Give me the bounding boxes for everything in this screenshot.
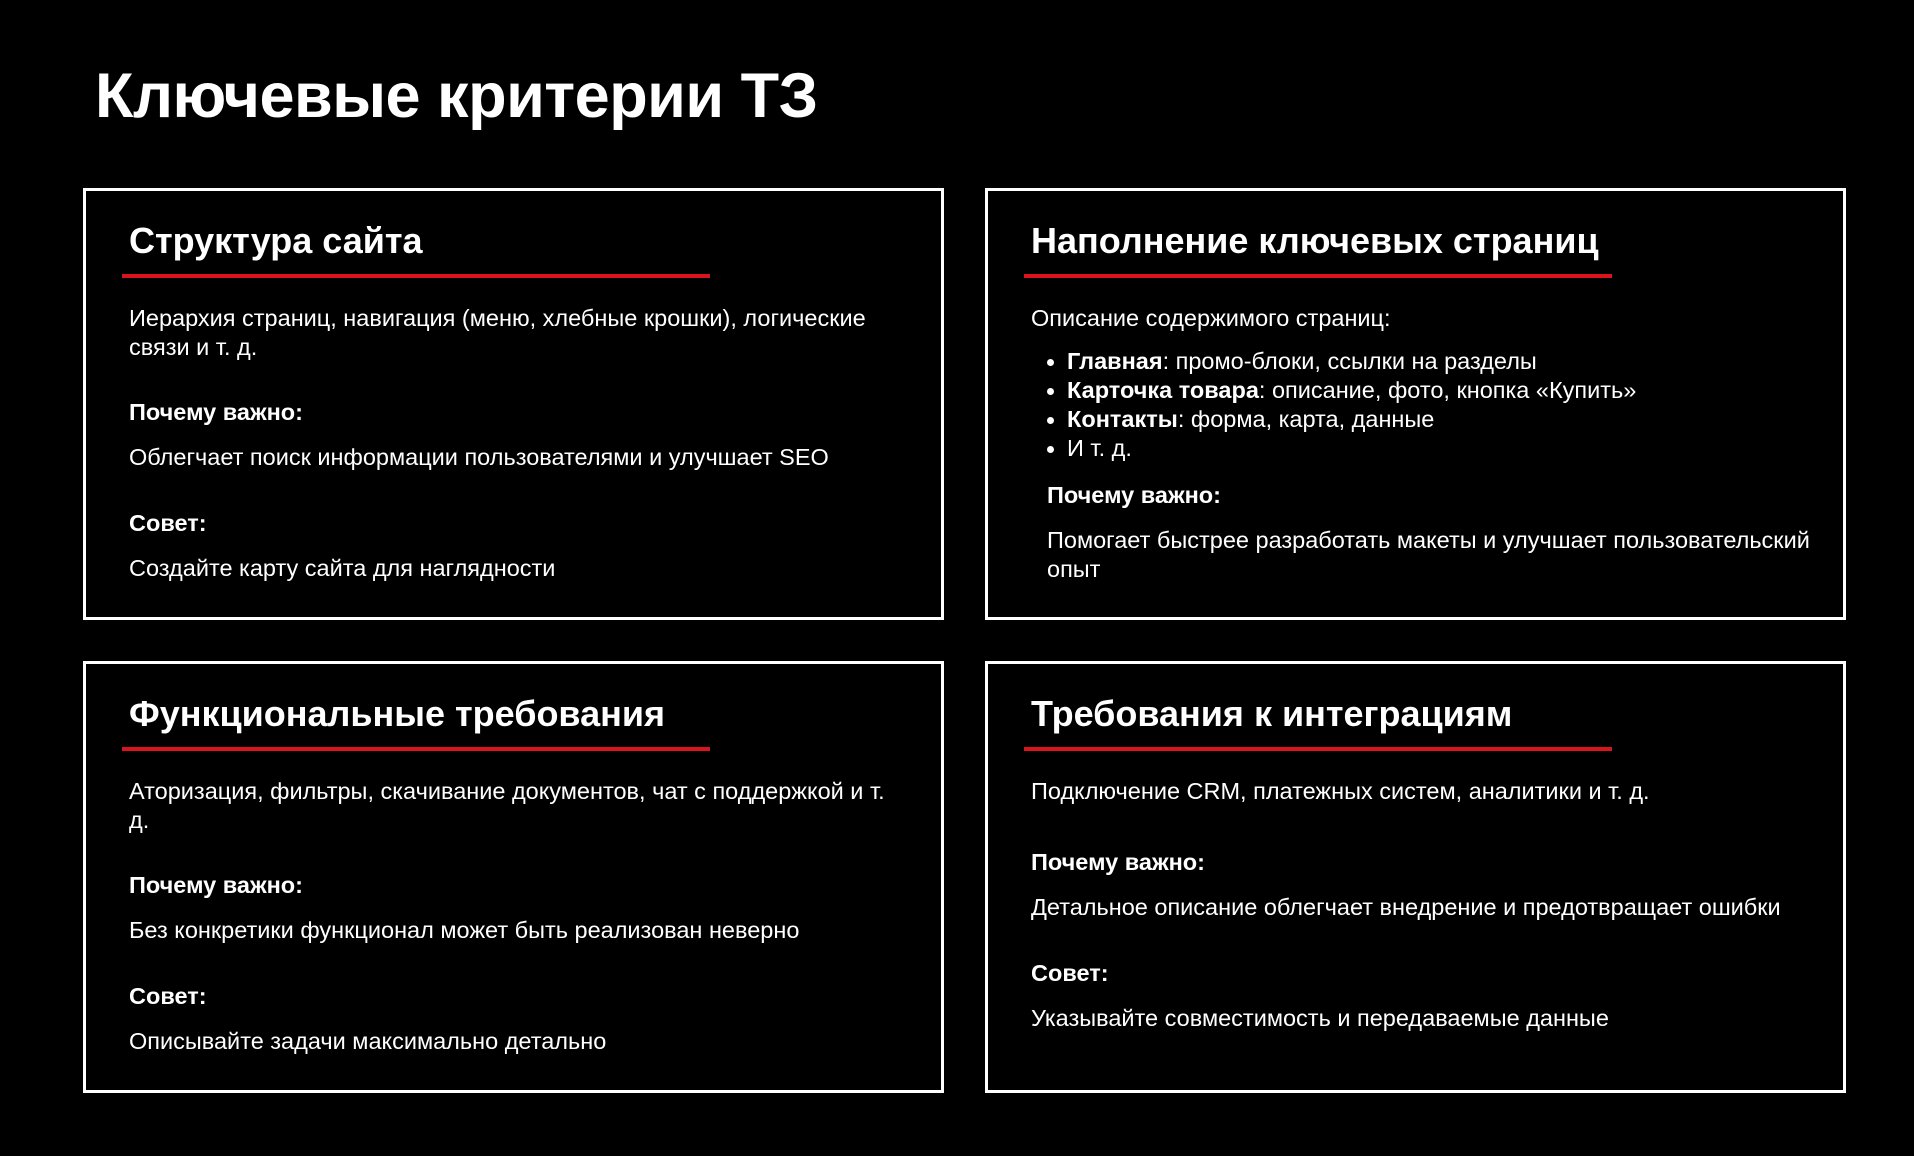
title-underline bbox=[122, 274, 710, 278]
list-item bbox=[1031, 347, 1813, 376]
card-site-structure bbox=[83, 188, 944, 620]
why-text: Помогает быстрее разработать макеты и улучшает пользовательский опыт bbox=[1047, 527, 1810, 582]
tip-text: Создайте карту сайта для наглядности bbox=[129, 555, 556, 581]
card-title: Наполнение ключевых страниц bbox=[1031, 220, 1599, 261]
why-text: Облегчает поиск информации пользователями и улучшает SEO bbox=[129, 444, 829, 470]
title-underline bbox=[1024, 747, 1612, 751]
card-description: Описание содержимого страниц: bbox=[1031, 305, 1391, 331]
card-functional-requirements bbox=[83, 661, 944, 1093]
card-integration-requirements bbox=[985, 661, 1846, 1093]
page-list bbox=[1031, 347, 1813, 463]
card-title: Функциональные требования bbox=[129, 693, 665, 734]
list-item-term: Главная bbox=[1067, 348, 1163, 374]
tip-text: Указывайте совместимость и передаваемые данные bbox=[1031, 1005, 1609, 1031]
card-description: Подключение CRM, платежных систем, аналитики и т. д. bbox=[1031, 778, 1650, 804]
list-item-text: И т. д. bbox=[1067, 435, 1132, 461]
card-body bbox=[129, 777, 911, 1056]
card-body bbox=[1031, 304, 1813, 584]
tip-label: Совет: bbox=[129, 983, 207, 1009]
list-item-text: : промо-блоки, ссылки на разделы bbox=[1162, 348, 1537, 374]
tip-text: Описывайте задачи максимально детально bbox=[129, 1028, 607, 1054]
why-label: Почему важно: bbox=[129, 872, 303, 898]
list-item bbox=[1031, 376, 1813, 405]
list-item-term: Контакты bbox=[1067, 406, 1178, 432]
list-item-text: : описание, фото, кнопка «Купить» bbox=[1258, 377, 1637, 403]
list-item-text: : форма, карта, данные bbox=[1177, 406, 1435, 432]
card-key-pages-content bbox=[985, 188, 1846, 620]
why-label: Почему важно: bbox=[1031, 849, 1205, 875]
card-description: Иерархия страниц, навигация (меню, хлебные крошки), логические связи и т. д. bbox=[129, 305, 866, 360]
list-item-term: Карточка товара bbox=[1067, 377, 1259, 403]
tip-label: Совет: bbox=[129, 510, 207, 536]
card-body bbox=[129, 304, 911, 583]
page-title: Ключевые критерии ТЗ bbox=[95, 61, 818, 131]
title-underline bbox=[1024, 274, 1612, 278]
card-description: Аторизация, фильтры, скачивание документов, чат с поддержкой и т. д. bbox=[129, 778, 885, 833]
title-underline bbox=[122, 747, 710, 751]
why-text: Детальное описание облегчает внедрение и предотвращает ошибки bbox=[1031, 894, 1781, 920]
why-label: Почему важно: bbox=[1047, 482, 1221, 508]
card-title: Требования к интеграциям bbox=[1031, 693, 1513, 734]
why-label: Почему важно: bbox=[129, 399, 303, 425]
why-text: Без конкретики функционал может быть реализован неверно bbox=[129, 917, 800, 943]
list-item bbox=[1031, 434, 1813, 463]
card-body bbox=[1031, 777, 1813, 1033]
card-title: Структура сайта bbox=[129, 220, 423, 261]
list-item bbox=[1031, 405, 1813, 434]
tip-label: Совет: bbox=[1031, 960, 1109, 986]
